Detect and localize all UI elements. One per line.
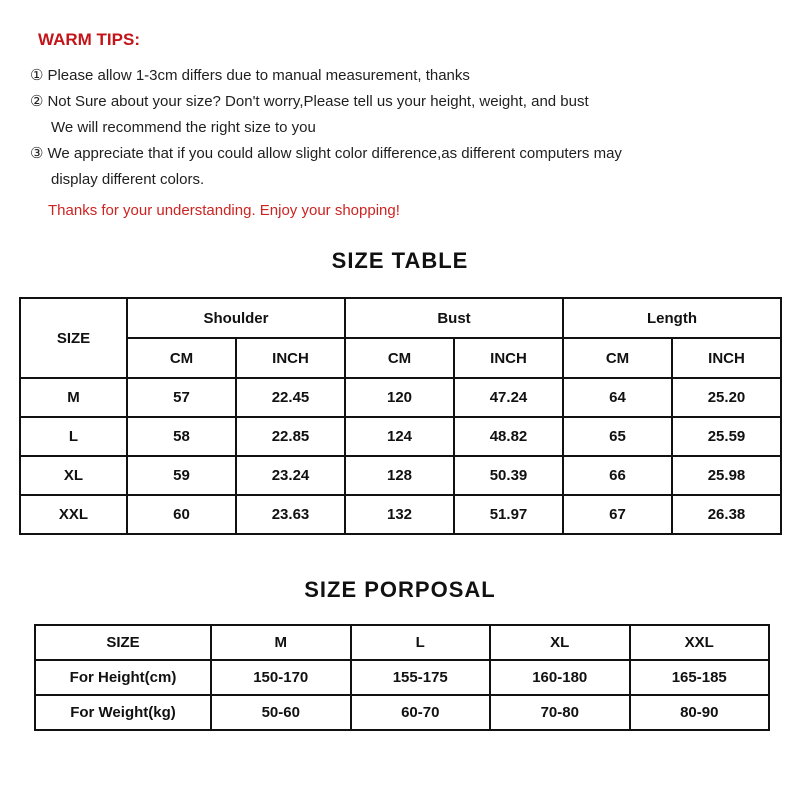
thanks-note: Thanks for your understanding. Enjoy your shopping!: [48, 202, 400, 219]
measurement-cell: 22.85: [236, 417, 345, 456]
measurement-cell: 51.97: [454, 495, 563, 534]
tip-2-bullet: ②: [30, 93, 44, 110]
unit-header-cell: CM: [127, 338, 236, 378]
measurement-cell: 58: [127, 417, 236, 456]
size-table-group-header-row: [20, 298, 781, 338]
proposal-header-row: [35, 625, 769, 660]
proposal-row-height: [35, 660, 769, 695]
measurement-cell: 23.63: [236, 495, 345, 534]
measurement-cell: 50.39: [454, 456, 563, 495]
measurement-cell: 47.24: [454, 378, 563, 417]
tip-2-text: Not Sure about your size? Don't worry,Please tell us your height, weight, and bust: [47, 93, 589, 110]
size-table-title: SIZE TABLE: [331, 248, 469, 273]
tip-item-2: [30, 89, 780, 115]
unit-header-cell: INCH: [236, 338, 345, 378]
proposal-header-cell: M: [211, 625, 351, 660]
range-cell: 165-185: [630, 660, 770, 695]
tip-1-bullet: ①: [30, 67, 44, 84]
proposal-header-cell: L: [351, 625, 491, 660]
group-header-shoulder: Shoulder: [127, 298, 345, 338]
measurement-cell: 26.38: [672, 495, 781, 534]
range-cell: 80-90: [630, 695, 770, 730]
range-cell: 70-80: [490, 695, 630, 730]
warm-tips-heading: WARM TIPS:: [38, 30, 140, 49]
range-cell: 50-60: [211, 695, 351, 730]
proposal-header-cell: XXL: [630, 625, 770, 660]
proposal-header-cell: SIZE: [35, 625, 211, 660]
size-table-unit-header-row: [20, 338, 781, 378]
size-proposal-table: [34, 624, 770, 731]
measurement-cell: 48.82: [454, 417, 563, 456]
measurement-cell: 22.45: [236, 378, 345, 417]
measurement-cell: 25.98: [672, 456, 781, 495]
unit-header-cell: INCH: [454, 338, 563, 378]
tip-1-text: Please allow 1-3cm differs due to manual measurement, thanks: [47, 67, 470, 84]
range-cell: 150-170: [211, 660, 351, 695]
row-label-cell: For Weight(kg): [35, 695, 211, 730]
size-row-xxl: [20, 495, 781, 534]
size-row-xl: [20, 456, 781, 495]
measurement-cell: 64: [563, 378, 672, 417]
tip-item-1: [30, 63, 780, 89]
unit-header-cell: INCH: [672, 338, 781, 378]
measurement-cell: 67: [563, 495, 672, 534]
range-cell: 160-180: [490, 660, 630, 695]
tip-item-2-continuation: We will recommend the right size to you: [51, 119, 316, 136]
size-proposal-title: SIZE PORPOSAL: [304, 577, 496, 602]
group-header-bust: Bust: [345, 298, 563, 338]
row-label-cell: For Height(cm): [35, 660, 211, 695]
measurement-cell: 120: [345, 378, 454, 417]
measurement-cell: 59: [127, 456, 236, 495]
size-name-cell: XXL: [20, 495, 127, 534]
proposal-header-cell: XL: [490, 625, 630, 660]
measurement-cell: 57: [127, 378, 236, 417]
size-name-cell: L: [20, 417, 127, 456]
warm-tips-section: [0, 0, 800, 219]
corner-header-cell: SIZE: [20, 298, 127, 378]
unit-header-cell: CM: [563, 338, 672, 378]
size-row-m: [20, 378, 781, 417]
range-cell: 60-70: [351, 695, 491, 730]
size-name-cell: M: [20, 378, 127, 417]
tip-3-text: We appreciate that if you could allow slight color difference,as different computers may: [47, 145, 622, 162]
size-row-l: [20, 417, 781, 456]
unit-header-cell: CM: [345, 338, 454, 378]
measurement-cell: 132: [345, 495, 454, 534]
measurement-cell: 60: [127, 495, 236, 534]
group-header-length: Length: [563, 298, 781, 338]
proposal-row-weight: [35, 695, 769, 730]
size-name-cell: XL: [20, 456, 127, 495]
tip-3-bullet: ③: [30, 145, 44, 162]
measurement-cell: 23.24: [236, 456, 345, 495]
measurement-cell: 66: [563, 456, 672, 495]
tip-item-3-continuation: display different colors.: [51, 171, 205, 188]
size-table: [19, 297, 782, 535]
measurement-cell: 65: [563, 417, 672, 456]
tip-item-3: [30, 141, 780, 167]
range-cell: 155-175: [351, 660, 491, 695]
measurement-cell: 124: [345, 417, 454, 456]
measurement-cell: 25.20: [672, 378, 781, 417]
measurement-cell: 25.59: [672, 417, 781, 456]
measurement-cell: 128: [345, 456, 454, 495]
